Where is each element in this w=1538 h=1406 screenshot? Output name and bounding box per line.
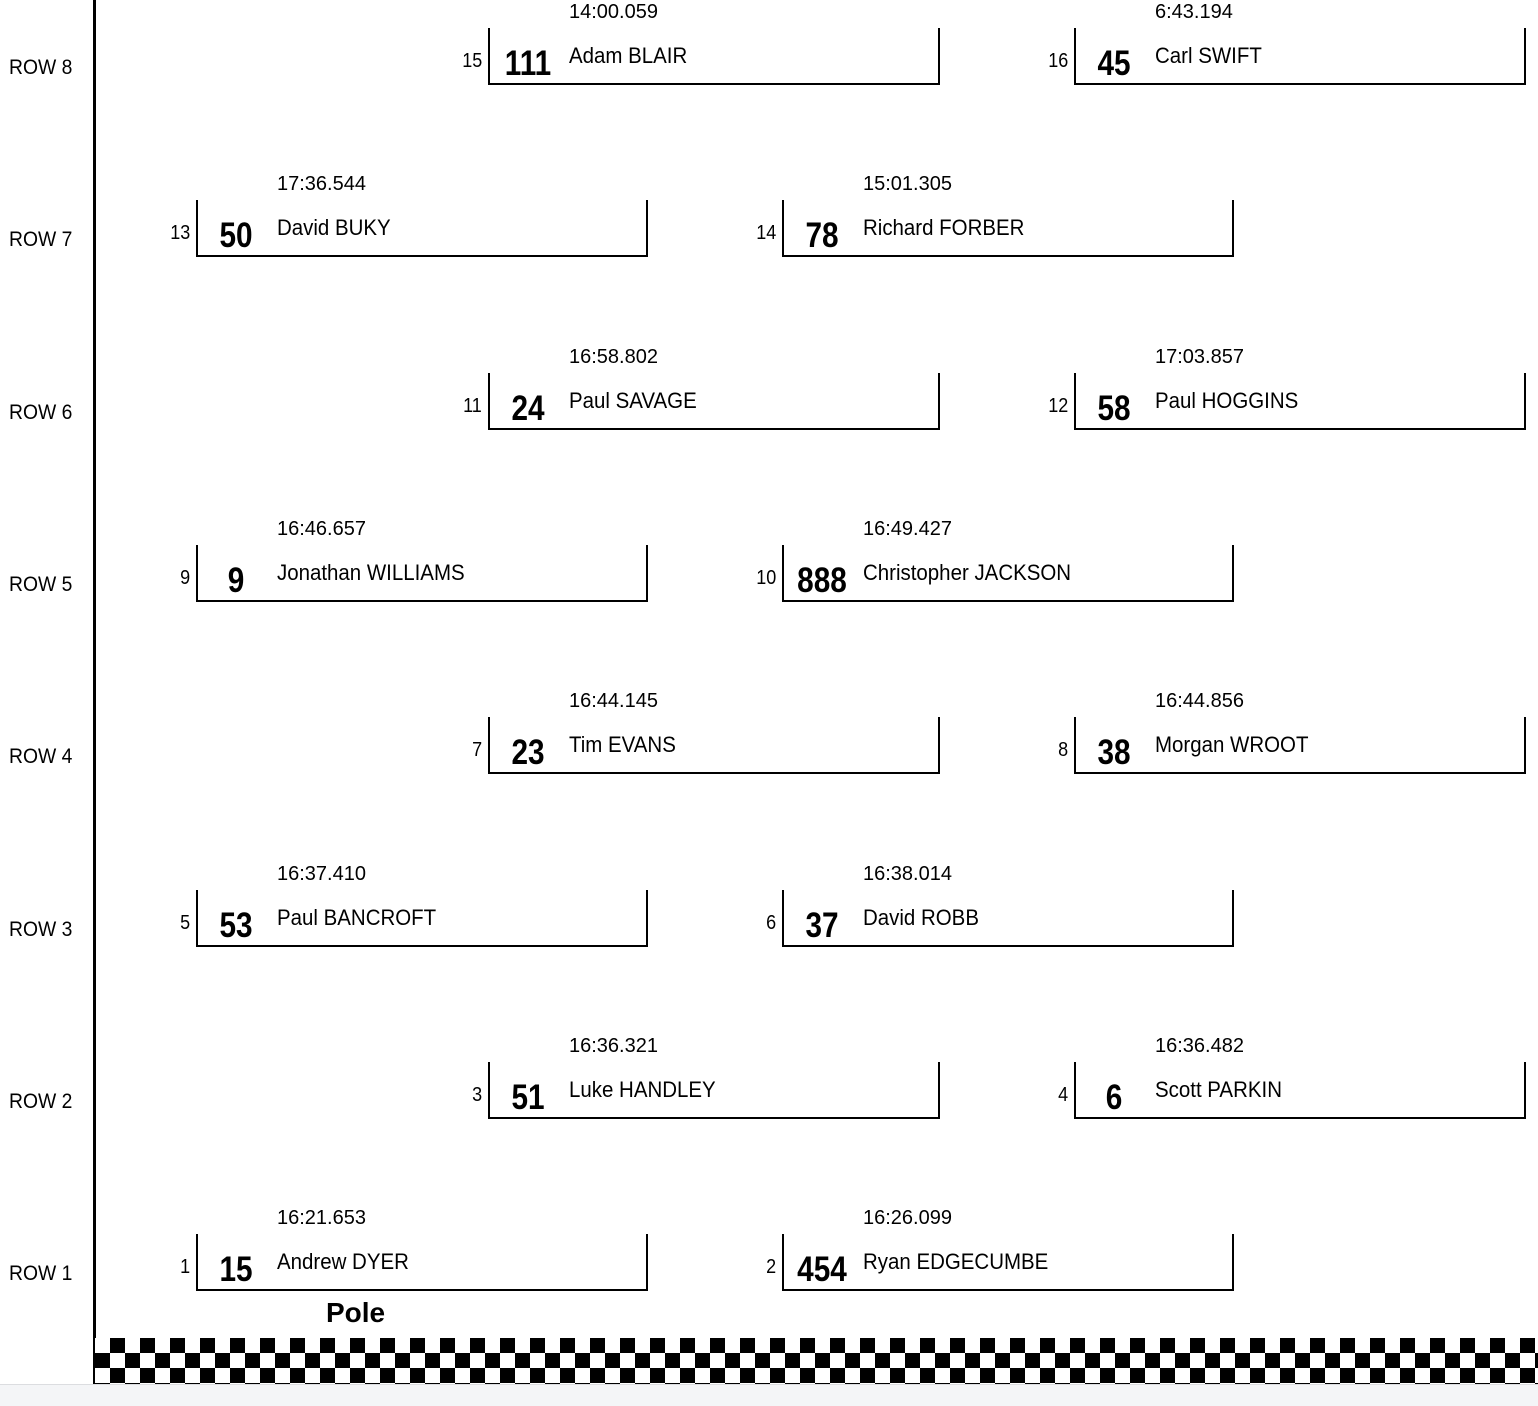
grid-slot <box>755 518 1234 603</box>
lap-time: 16:44.145 <box>569 690 658 712</box>
car-number: 45 <box>1097 44 1131 83</box>
driver-name: Adam BLAIR <box>569 43 688 68</box>
car-number: 9 <box>227 561 245 600</box>
grid-position: 5 <box>179 912 190 934</box>
driver-name: David BUKY <box>277 215 391 240</box>
lap-time: 17:03.857 <box>1155 346 1244 368</box>
driver-name: Tim EVANS <box>569 732 676 757</box>
lap-time: 16:46.657 <box>277 518 366 540</box>
grid-slot <box>471 1035 940 1120</box>
row-label: ROW 2 <box>9 1090 73 1113</box>
grid-position: 11 <box>463 395 482 417</box>
car-number: 53 <box>219 906 253 945</box>
grid-position: 1 <box>179 1256 190 1278</box>
grid-slot <box>179 863 648 948</box>
grid-position: 16 <box>1047 50 1068 72</box>
car-number: 111 <box>504 44 552 83</box>
grid-position: 2 <box>765 1256 776 1278</box>
lap-time: 16:38.014 <box>863 863 952 885</box>
row-label: ROW 1 <box>9 1262 73 1285</box>
driver-name: Richard FORBER <box>863 215 1025 240</box>
car-number: 50 <box>219 216 253 255</box>
driver-name: Andrew DYER <box>277 1249 409 1274</box>
grid-slot <box>463 346 940 431</box>
grid-position: 15 <box>461 50 482 72</box>
lap-time: 16:21.653 <box>277 1207 366 1229</box>
lap-time: 16:49.427 <box>863 518 952 540</box>
grid-position: 12 <box>1047 395 1068 417</box>
row-label: ROW 3 <box>9 918 73 941</box>
driver-name: David ROBB <box>863 905 979 930</box>
lap-time: 16:58.802 <box>569 346 658 368</box>
grid-position: 6 <box>765 912 776 934</box>
grid-slot <box>1047 346 1526 431</box>
driver-name: Paul HOGGINS <box>1155 388 1299 413</box>
grid-slot <box>765 863 1234 948</box>
grid-position: 13 <box>169 222 190 244</box>
lap-time: 6:43.194 <box>1155 1 1233 23</box>
grid-position: 9 <box>179 567 190 589</box>
driver-name: Ryan EDGECUMBE <box>863 1249 1049 1274</box>
grid-position: 7 <box>471 739 482 761</box>
grid-slot <box>179 518 648 603</box>
row-label: ROW 6 <box>9 401 73 424</box>
page-footer-strip <box>0 1384 1538 1406</box>
car-number: 454 <box>797 1250 847 1289</box>
lap-time: 16:37.410 <box>277 863 366 885</box>
grid-slot <box>461 1 940 86</box>
car-number: 15 <box>219 1250 253 1289</box>
lap-time: 17:36.544 <box>277 173 366 195</box>
driver-name: Christopher JACKSON <box>863 560 1072 585</box>
lap-time: 16:44.856 <box>1155 690 1244 712</box>
lap-time: 16:36.321 <box>569 1035 658 1057</box>
checkered-flag-strip <box>95 1338 1538 1384</box>
lap-time: 15:01.305 <box>863 173 952 195</box>
grid-slot <box>1047 1 1526 86</box>
driver-name: Morgan WROOT <box>1155 732 1309 757</box>
car-number: 58 <box>1097 389 1131 428</box>
car-number: 23 <box>511 733 545 772</box>
driver-name: Carl SWIFT <box>1155 43 1262 68</box>
row-label: ROW 4 <box>9 745 73 768</box>
grid-position: 4 <box>1057 1084 1068 1106</box>
grid-position: 14 <box>755 222 776 244</box>
grid-slot <box>765 1207 1234 1292</box>
row-label: ROW 5 <box>9 573 73 596</box>
grid-left-rule <box>93 0 96 1384</box>
car-number: 888 <box>797 561 847 600</box>
car-number: 38 <box>1097 733 1131 772</box>
grid-slot <box>169 173 648 258</box>
grid-slot <box>179 1207 648 1292</box>
pole-label: Pole <box>326 1297 386 1328</box>
driver-name: Paul BANCROFT <box>277 905 437 930</box>
lap-time: 16:36.482 <box>1155 1035 1244 1057</box>
grid-slot <box>755 173 1234 258</box>
grid-slot <box>1057 690 1526 775</box>
car-number: 24 <box>511 389 545 428</box>
grid-position: 10 <box>755 567 776 589</box>
grid-slot <box>1057 1035 1526 1120</box>
row-label: ROW 7 <box>9 228 73 251</box>
row-label: ROW 8 <box>9 56 73 79</box>
grid-position: 3 <box>471 1084 482 1106</box>
lap-time: 16:26.099 <box>863 1207 952 1229</box>
driver-name: Paul SAVAGE <box>569 388 697 413</box>
driver-name: Jonathan WILLIAMS <box>277 560 465 585</box>
grid-position: 8 <box>1057 739 1068 761</box>
grid-slot <box>471 690 940 775</box>
car-number: 78 <box>805 216 839 255</box>
car-number: 6 <box>1105 1078 1123 1117</box>
driver-name: Scott PARKIN <box>1155 1077 1282 1102</box>
car-number: 51 <box>511 1078 545 1117</box>
lap-time: 14:00.059 <box>569 1 658 23</box>
driver-name: Luke HANDLEY <box>569 1077 716 1102</box>
car-number: 37 <box>805 906 839 945</box>
